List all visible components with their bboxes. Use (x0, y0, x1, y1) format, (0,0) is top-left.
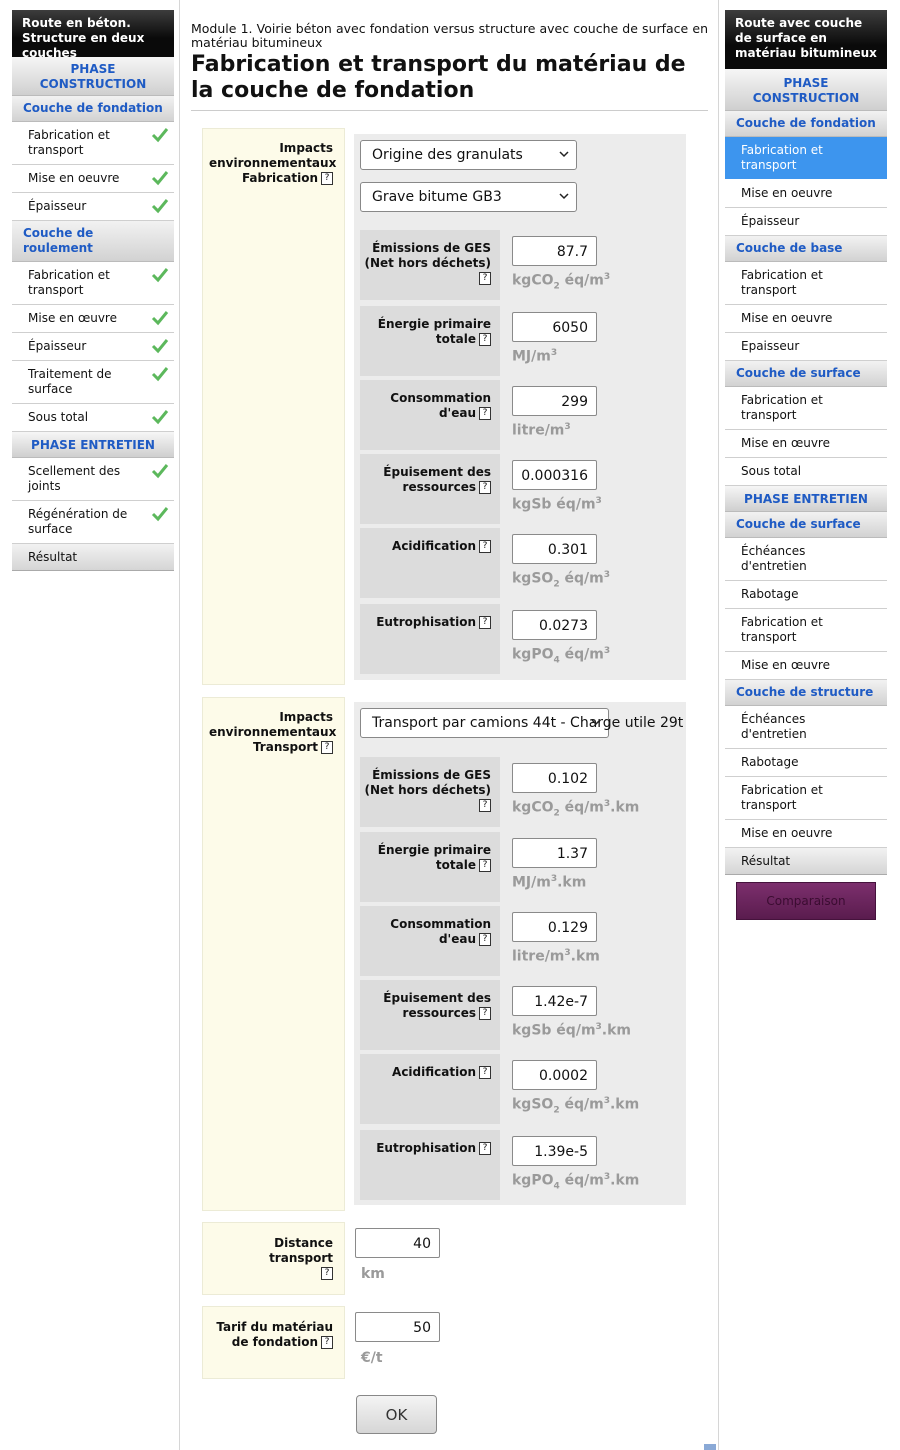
chevron-down-icon (591, 718, 601, 726)
chevron-down-icon (559, 150, 569, 158)
transport-label: Impacts environnementaux Transport (209, 710, 337, 754)
transport-metric-unit-part: 3 (603, 1096, 610, 1106)
chevron-down-icon (559, 192, 569, 200)
transport-metric-unit-part: 3 (603, 1172, 611, 1182)
transport-metric-unit-part: éq/m (559, 1096, 604, 1113)
transport-metric-label-panel (360, 757, 500, 827)
transport-metric-label-panel (360, 980, 500, 1050)
right-fondation-mise-en-oeuvre[interactable]: Mise en oeuvre (725, 180, 887, 208)
right-surface-mise-en-oeuvre[interactable]: Mise en œuvre (725, 430, 887, 458)
check-icon (152, 311, 168, 325)
left-nav-header: Route en béton. Structure en deux couches (12, 10, 174, 57)
fabrication-metric-label: Acidification (392, 539, 476, 553)
left-fondation-mise-en-oeuvre[interactable] (12, 165, 174, 193)
right-nav-header: Route avec couche de surface en matériau bitumineux (725, 10, 887, 69)
fabrication-metric-unit-part: éq/m (559, 646, 604, 663)
help-icon[interactable]: ? (321, 172, 333, 185)
fabrication-metric-unit (512, 496, 602, 515)
right-fondation-epaisseur[interactable]: Épaisseur (725, 208, 887, 236)
transport-mode-select[interactable] (360, 708, 684, 738)
help-icon[interactable]: ? (479, 616, 491, 629)
transport-mode-value: Transport par camions 44t - Charge utile 29t (372, 715, 684, 731)
transport-metric-label-panel (360, 906, 500, 976)
transport-metric-unit (512, 1172, 639, 1191)
fabrication-metric-unit-part: 2 (553, 281, 560, 292)
check-icon (152, 367, 168, 381)
title-divider (191, 110, 708, 111)
transport-metric-unit-part: kgCO (512, 799, 554, 816)
check-icon (152, 171, 168, 185)
fabrication-metric-value[interactable]: 87.7 (512, 236, 597, 266)
left-fondation-fabrication-label: Fabrication et transport (28, 128, 110, 157)
fabrication-metric-unit-part: éq/m (559, 570, 604, 587)
ok-button[interactable]: OK (356, 1395, 437, 1434)
left-fondation-fabrication[interactable] (12, 122, 174, 165)
transport-metric-label-panel (360, 1130, 500, 1200)
transport-metric-unit-part: .km (610, 1172, 640, 1189)
fabrication-metric-unit-part: 3 (550, 348, 558, 358)
origine-granulats-value: Origine des granulats (372, 147, 523, 163)
left-roulement-traitement[interactable] (12, 361, 174, 404)
transport-metric-label-panel (360, 832, 500, 902)
transport-metric-unit-part: kgSO (512, 1096, 554, 1113)
fabrication-metric-value[interactable]: 0.0273 (512, 610, 597, 640)
left-entretien-scellement-label: Scellement des joints (28, 464, 121, 493)
transport-metric-label: Épuisement des ressources (383, 991, 491, 1020)
fabrication-metric-unit-part: 3 (564, 422, 571, 432)
check-icon (152, 507, 168, 521)
help-icon[interactable]: ? (479, 481, 491, 494)
left-fondation-epaisseur-label: Épaisseur (28, 199, 87, 213)
distance-input[interactable]: 40 (355, 1228, 440, 1258)
distance-label-panel (202, 1222, 345, 1295)
fabrication-metric-unit (512, 422, 571, 441)
fabrication-metric-label-panel (360, 454, 500, 524)
distance-label: Distance transport (269, 1236, 333, 1265)
right-fondation-fabrication[interactable]: Fabrication et transport (725, 137, 887, 180)
fabrication-metric-value[interactable]: 299 (512, 386, 597, 416)
check-icon (152, 128, 168, 142)
help-icon[interactable]: ? (479, 1007, 491, 1020)
fabrication-metric-unit-part: éq/m (559, 272, 604, 289)
left-roulement-fabrication-label: Fabrication et transport (28, 268, 110, 297)
transport-metric-unit-part: .km (570, 948, 600, 965)
fabrication-metric-unit (512, 646, 610, 665)
right-struct-rabotage[interactable]: Rabotage (725, 749, 887, 777)
left-roulement-traitement-label: Traitement de surface (28, 367, 112, 396)
help-icon[interactable]: ? (479, 1066, 491, 1079)
transport-metric-unit-part: kgPO (512, 1172, 554, 1189)
fabrication-metric-unit (512, 272, 610, 291)
help-icon[interactable]: ? (479, 859, 491, 872)
check-icon (152, 410, 168, 424)
transport-metric-label-panel (360, 1054, 500, 1124)
right-resultat[interactable]: Résultat (725, 848, 887, 875)
transport-metric-unit-part: 3 (595, 1022, 602, 1032)
transport-metric-unit-part: litre/m (512, 948, 565, 965)
right-surf-ent-echeances[interactable]: Échéances d'entretien (725, 538, 887, 581)
left-roulement-mise-en-oeuvre[interactable] (12, 305, 174, 333)
fabrication-metric-unit-part: kgSb éq/m (512, 496, 596, 513)
right-struct-mise-en-oeuvre[interactable]: Mise en oeuvre (725, 820, 887, 848)
fabrication-metric-value[interactable]: 6050 (512, 312, 597, 342)
help-icon[interactable]: ? (321, 1267, 333, 1280)
right-surface-sous-total[interactable]: Sous total (725, 458, 887, 486)
check-icon (152, 268, 168, 282)
transport-metric-value[interactable]: 1.37 (512, 838, 597, 868)
fabrication-metric-value[interactable]: 0.301 (512, 534, 597, 564)
tarif-label: Tarif du matériau de fondation (216, 1320, 333, 1349)
fabrication-metric-unit-part: 3 (603, 646, 611, 656)
fabrication-metric-unit-part: 3 (603, 570, 610, 580)
fabrication-metric-unit (512, 348, 557, 367)
tarif-unit: €/t (361, 1350, 383, 1366)
left-entretien-regeneration[interactable] (12, 501, 174, 544)
left-fondation-epaisseur[interactable] (12, 193, 174, 221)
right-section-surface-entretien[interactable]: Couche de surface (725, 512, 887, 538)
distance-unit: km (361, 1266, 385, 1282)
right-struct-fabrication[interactable]: Fabrication et transport (725, 777, 887, 820)
fabrication-metric-label: Émissions de GES (Net hors déchets) (364, 241, 491, 270)
fabrication-metric-unit-part: 3 (595, 496, 602, 506)
transport-label-panel (202, 697, 345, 1211)
right-section-base[interactable]: Couche de base (725, 236, 887, 262)
fabrication-metric-unit-part: 2 (553, 579, 560, 590)
right-base-fabrication[interactable]: Fabrication et transport (725, 262, 887, 305)
check-icon (152, 339, 168, 353)
transport-metric-unit-part: kgSb éq/m (512, 1022, 596, 1039)
materiau-select[interactable] (360, 182, 577, 212)
left-roulement-epaisseur[interactable] (12, 333, 174, 361)
fabrication-metric-label: Épuisement des ressources (383, 465, 491, 494)
right-section-structure[interactable]: Couche de structure (725, 680, 887, 706)
transport-metric-unit-part: éq/m (559, 799, 604, 816)
help-icon[interactable]: ? (479, 933, 491, 946)
tarif-input[interactable]: 50 (355, 1312, 440, 1342)
fabrication-metric-unit-part: MJ/m (512, 348, 551, 365)
left-roulement-sous-total-label: Sous total (28, 410, 89, 424)
right-section-fondation[interactable]: Couche de fondation (725, 111, 887, 137)
help-icon[interactable]: ? (479, 272, 491, 285)
transport-metric-unit-part: 4 (553, 1181, 560, 1192)
right-phase-entretien[interactable]: PHASE ENTRETIEN (725, 486, 887, 512)
transport-metric-unit (512, 874, 586, 893)
fabrication-label: Impacts environnementaux Fabrication (209, 141, 337, 185)
fabrication-metric-label-panel (360, 306, 500, 376)
left-roulement-fabrication[interactable] (12, 262, 174, 305)
transport-metric-label: Énergie primaire totale (377, 843, 491, 872)
check-icon (152, 199, 168, 213)
fabrication-metric-unit-part: kgCO (512, 272, 554, 289)
fabrication-metric-label: Eutrophisation (376, 615, 476, 629)
fabrication-metric-label: Énergie primaire totale (377, 317, 491, 346)
left-section-roulement[interactable]: Couche de roulement (12, 221, 174, 262)
right-surf-ent-mise-en-oeuvre[interactable]: Mise en œuvre (725, 652, 887, 680)
transport-metric-unit (512, 799, 639, 818)
right-base-epaisseur[interactable]: Epaisseur (725, 333, 887, 361)
help-icon[interactable]: ? (321, 741, 333, 754)
right-surf-ent-fabrication[interactable]: Fabrication et transport (725, 609, 887, 652)
left-section-fondation[interactable]: Couche de fondation (12, 96, 174, 122)
fabrication-metric-unit (512, 570, 610, 589)
page-title: Fabrication et transport du matériau de la couche de fondation (191, 52, 686, 103)
transport-metric-value[interactable]: 1.42e-7 (512, 986, 597, 1016)
transport-metric-unit-part: 3 (564, 948, 571, 958)
right-struct-echeances[interactable]: Échéances d'entretien (725, 706, 887, 749)
transport-metric-unit-part: .km (609, 1096, 640, 1113)
fabrication-metric-label-panel (360, 528, 500, 598)
left-resultat[interactable]: Résultat (12, 544, 174, 571)
left-phase-entretien[interactable]: PHASE ENTRETIEN (12, 432, 174, 458)
transport-metric-unit-part: 3 (603, 799, 611, 809)
transport-metric-value[interactable]: 0.129 (512, 912, 597, 942)
fabrication-metric-unit-part: kgPO (512, 646, 554, 663)
fabrication-label-panel (202, 128, 345, 685)
left-fondation-mise-label: Mise en oeuvre (28, 171, 120, 185)
transport-metric-unit (512, 1096, 639, 1115)
fabrication-metric-unit-part: kgSO (512, 570, 554, 587)
transport-metric-unit-part: 2 (553, 1105, 560, 1116)
transport-metric-value[interactable]: 1.39e-5 (512, 1136, 597, 1166)
materiau-value: Grave bitume GB3 (372, 189, 502, 205)
transport-metric-unit-part: 3 (550, 874, 558, 884)
scroll-marker (704, 1444, 716, 1450)
fabrication-metric-label-panel (360, 230, 500, 300)
fabrication-metric-unit-part: 3 (603, 272, 611, 282)
fabrication-metric-label: Consommation d'eau (390, 391, 491, 420)
left-roulement-epaisseur-label: Épaisseur (28, 339, 87, 353)
comparaison-button[interactable]: Comparaison (736, 882, 876, 920)
help-icon[interactable]: ? (321, 1336, 333, 1349)
transport-metric-value[interactable]: 0.102 (512, 763, 597, 793)
left-entretien-scellement[interactable] (12, 458, 174, 501)
help-icon[interactable]: ? (479, 333, 491, 346)
tarif-label-panel (202, 1306, 345, 1379)
module-line: Module 1. Voirie béton avec fondation versus structure avec couche de surface en matériau bitumineux (191, 21, 708, 50)
fabrication-metric-label-panel (360, 380, 500, 450)
transport-metric-unit (512, 948, 600, 967)
transport-metric-label: Acidification (392, 1065, 476, 1079)
help-icon[interactable]: ? (479, 799, 491, 812)
left-roulement-mise-label: Mise en œuvre (28, 311, 117, 325)
transport-metric-unit (512, 1022, 631, 1041)
transport-metric-unit-part: .km (601, 1022, 632, 1039)
fabrication-metric-unit-part: 4 (553, 655, 560, 666)
check-icon (152, 464, 168, 478)
right-section-surface[interactable]: Couche de surface (725, 361, 887, 387)
right-base-mise-en-oeuvre[interactable]: Mise en oeuvre (725, 305, 887, 333)
transport-metric-value[interactable]: 0.0002 (512, 1060, 597, 1090)
left-phase-construction[interactable]: PHASE CONSTRUCTION (12, 57, 174, 96)
fabrication-metric-label-panel (360, 604, 500, 674)
origine-granulats-select[interactable] (360, 140, 577, 170)
transport-metric-label: Eutrophisation (376, 1141, 476, 1155)
transport-metric-label: Émissions de GES (Net hors déchets) (364, 768, 491, 797)
fabrication-metric-unit-part: litre/m (512, 422, 565, 439)
left-nav (12, 10, 174, 571)
left-roulement-sous-total[interactable] (12, 404, 174, 432)
help-icon[interactable]: ? (479, 540, 491, 553)
right-nav (725, 10, 887, 875)
help-icon[interactable]: ? (479, 1142, 491, 1155)
transport-metric-unit-part: .km (610, 799, 640, 816)
right-surface-fabrication[interactable]: Fabrication et transport (725, 387, 887, 430)
transport-metric-unit-part: éq/m (559, 1172, 604, 1189)
right-phase-construction[interactable]: PHASE CONSTRUCTION (725, 69, 887, 111)
transport-metric-label: Consommation d'eau (390, 917, 491, 946)
transport-metric-unit-part: 2 (553, 808, 560, 819)
help-icon[interactable]: ? (479, 407, 491, 420)
fabrication-metric-value[interactable]: 0.000316 (512, 460, 597, 490)
transport-metric-unit-part: MJ/m (512, 874, 551, 891)
right-surf-ent-rabotage[interactable]: Rabotage (725, 581, 887, 609)
left-entretien-regeneration-label: Régénération de surface (28, 507, 128, 536)
transport-metric-unit-part: .km (557, 874, 587, 891)
